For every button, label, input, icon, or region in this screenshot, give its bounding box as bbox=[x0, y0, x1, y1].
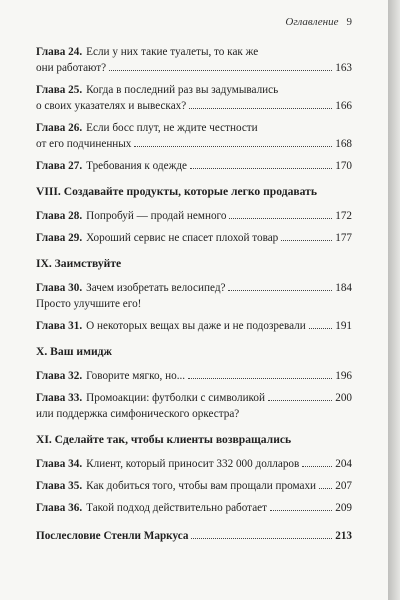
running-header bbox=[285, 16, 352, 28]
chapter-title-cont: от его подчиненных bbox=[36, 138, 132, 150]
chapter-title: Требования к одежде bbox=[86, 160, 187, 172]
chapter-label: Глава 34. bbox=[36, 458, 83, 470]
chapter-label: Глава 26. bbox=[36, 122, 83, 134]
chapter-page: 204 bbox=[335, 458, 352, 470]
chapter-title: Хороший сервис не спасет плохой товар bbox=[86, 232, 279, 244]
leader-dots bbox=[190, 168, 332, 169]
leader-dots bbox=[188, 378, 332, 379]
chapter-title: Говорите мягко, но... bbox=[86, 370, 186, 382]
table-of-contents bbox=[36, 44, 352, 550]
chapter-label: Глава 35. bbox=[36, 480, 83, 492]
chapter-title: Если босс плут, не ждите честности bbox=[86, 122, 258, 134]
leader-dots bbox=[189, 108, 332, 109]
chapter-title: Зачем изобретать велосипед? bbox=[86, 282, 226, 294]
section-heading-10[interactable]: X. Ваш имидж bbox=[36, 345, 112, 358]
toc-entry-chapter-27[interactable] bbox=[36, 158, 352, 174]
chapter-label: Глава 25. bbox=[36, 84, 83, 96]
toc-entry-chapter-33[interactable] bbox=[36, 390, 352, 422]
chapter-page: 184 bbox=[335, 282, 352, 294]
toc-entry-chapter-28[interactable] bbox=[36, 208, 352, 224]
chapter-label: Глава 32. bbox=[36, 370, 83, 382]
chapter-page: 177 bbox=[335, 232, 352, 244]
toc-entry-chapter-26[interactable] bbox=[36, 120, 352, 152]
toc-entry-chapter-34[interactable] bbox=[36, 456, 352, 472]
leader-dots bbox=[270, 510, 332, 511]
chapter-page: 191 bbox=[335, 320, 352, 332]
chapter-title: Как добиться того, чтобы вам прощали промахи bbox=[86, 480, 317, 492]
toc-entry-chapter-36[interactable] bbox=[36, 500, 352, 516]
chapter-label: Глава 27. bbox=[36, 160, 83, 172]
leader-dots bbox=[268, 400, 332, 401]
toc-entry-chapter-29[interactable] bbox=[36, 230, 352, 246]
book-spine-edge bbox=[388, 0, 400, 600]
chapter-label: Глава 36. bbox=[36, 502, 83, 514]
section-heading-9[interactable]: IX. Заимствуйте bbox=[36, 257, 122, 270]
chapter-label: Глава 31. bbox=[36, 320, 83, 332]
chapter-page: 163 bbox=[335, 62, 352, 74]
chapter-page: 170 bbox=[335, 160, 352, 172]
toc-entry-afterword[interactable] bbox=[36, 528, 352, 544]
leader-dots bbox=[319, 488, 332, 489]
chapter-label: Глава 30. bbox=[36, 282, 83, 294]
leader-dots bbox=[134, 146, 332, 147]
chapter-page: 166 bbox=[335, 100, 352, 112]
chapter-page: 172 bbox=[335, 210, 352, 222]
chapter-page: 207 bbox=[335, 480, 352, 492]
toc-entry-chapter-25[interactable] bbox=[36, 82, 352, 114]
chapter-title: Такой подход действительно работает bbox=[86, 502, 268, 514]
leader-dots bbox=[191, 538, 332, 539]
page-number: 9 bbox=[346, 16, 352, 28]
toc-entry-chapter-35[interactable] bbox=[36, 478, 352, 494]
running-title: Оглавление bbox=[285, 16, 339, 28]
chapter-title: Промоакции: футболки с символикой bbox=[86, 392, 266, 404]
chapter-label: Глава 28. bbox=[36, 210, 83, 222]
chapter-title-cont: Просто улучшите его! bbox=[36, 298, 142, 310]
chapter-title: Если у них такие туалеты, то как же bbox=[86, 46, 259, 58]
chapter-title: Попробуй — продай немного bbox=[86, 210, 227, 222]
chapter-title: Когда в последний раз вы задумывались bbox=[86, 84, 279, 96]
chapter-label: Глава 24. bbox=[36, 46, 83, 58]
leader-dots bbox=[302, 466, 332, 467]
chapter-title: О некоторых вещах вы даже и не подозревали bbox=[86, 320, 306, 332]
toc-entry-chapter-32[interactable] bbox=[36, 368, 352, 384]
chapter-page: 196 bbox=[335, 370, 352, 382]
leader-dots bbox=[229, 218, 332, 219]
section-heading-11[interactable]: XI. Сделайте так, чтобы клиенты возвращались bbox=[36, 433, 292, 446]
chapter-page: 209 bbox=[335, 502, 352, 514]
leader-dots bbox=[228, 290, 332, 291]
chapter-title-cont: о своих указателях и вывесках? bbox=[36, 100, 187, 112]
chapter-title-cont: они работают? bbox=[36, 62, 107, 74]
chapter-page: 200 bbox=[335, 392, 352, 404]
leader-dots bbox=[109, 70, 332, 71]
afterword-title: Послесловие Стенли Маркуса bbox=[36, 530, 189, 542]
chapter-title-cont: или поддержка симфонического оркестра? bbox=[36, 408, 240, 420]
afterword-page: 213 bbox=[335, 530, 352, 542]
leader-dots bbox=[281, 240, 332, 241]
chapter-title: Клиент, который приносит 332 000 долларов bbox=[86, 458, 300, 470]
toc-entry-chapter-31[interactable] bbox=[36, 318, 352, 334]
toc-entry-chapter-30[interactable] bbox=[36, 280, 352, 312]
chapter-page: 168 bbox=[335, 138, 352, 150]
toc-entry-chapter-24[interactable] bbox=[36, 44, 352, 76]
section-heading-8[interactable]: VIII. Создавайте продукты, которые легко продавать bbox=[36, 185, 317, 198]
chapter-label: Глава 33. bbox=[36, 392, 83, 404]
chapter-label: Глава 29. bbox=[36, 232, 83, 244]
leader-dots bbox=[309, 328, 333, 329]
